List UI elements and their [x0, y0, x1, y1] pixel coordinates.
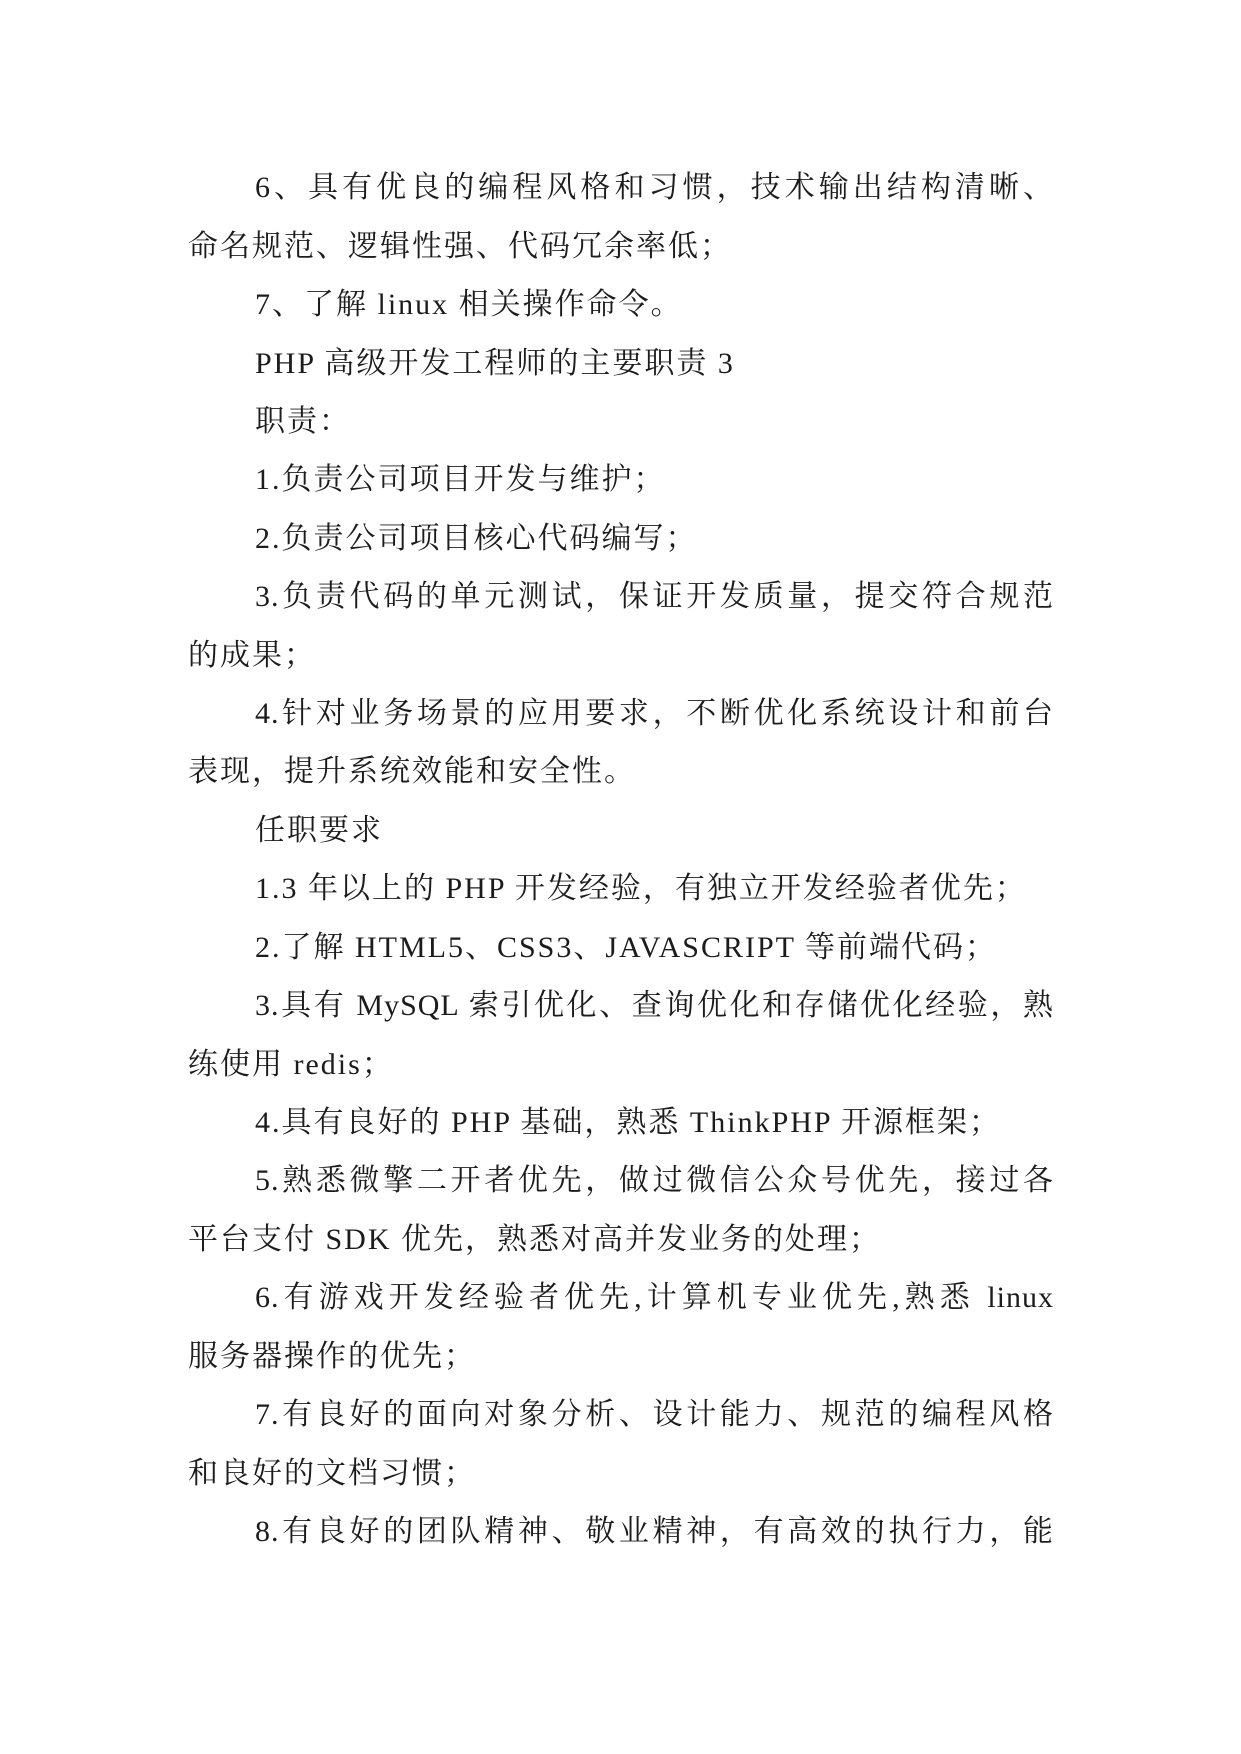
list-item-line: 1.3 年以上的 PHP 开发经验，有独立开发经验者优先； — [255, 872, 1027, 905]
subheading-requirements: 任职要求 — [255, 814, 383, 847]
list-item-line: 6.有游戏开发经验者优先,计算机专业优先,熟悉 linux — [255, 1281, 1054, 1314]
list-item-line: 5.熟悉微擎二开者优先，做过微信公众号优先，接过各 — [255, 1164, 1054, 1197]
list-item-line: 2.了解 HTML5、CSS3、JAVASCRIPT 等前端代码； — [255, 931, 997, 964]
list-item-line: 7、了解 linux 相关操作命令。 — [255, 288, 683, 321]
section-title: PHP 高级开发工程师的主要职责 3 — [255, 347, 735, 380]
list-item-line: 1.负责公司项目开发与维护； — [255, 463, 666, 496]
list-item-line: 4.具有良好的 PHP 基础，熟悉 ThinkPHP 开源框架； — [255, 1106, 1002, 1139]
list-item-line: 服务器操作的优先； — [188, 1340, 476, 1373]
list-item-line: 和良好的文档习惯； — [188, 1457, 476, 1490]
list-item-line: 3.负责代码的单元测试，保证开发质量，提交符合规范 — [255, 580, 1054, 613]
list-item-line: 3.具有 MySQL 索引优化、查询优化和存储优化经验，熟 — [255, 989, 1054, 1022]
list-item-line: 表现，提升系统效能和安全性。 — [188, 755, 636, 788]
list-item-line: 的成果； — [188, 639, 316, 672]
list-item-line: 练使用 redis； — [188, 1048, 394, 1081]
list-item-line: 4.针对业务场景的应用要求，不断优化系统设计和前台 — [255, 697, 1054, 730]
list-item-line: 命名规范、逻辑性强、代码冗余率低； — [188, 230, 732, 263]
list-item-line: 8.有良好的团队精神、敬业精神，有高效的执行力，能 — [255, 1515, 1054, 1548]
list-item-line: 7.有良好的面向对象分析、设计能力、规范的编程风格 — [255, 1398, 1054, 1431]
list-item-line: 2.负责公司项目核心代码编写； — [255, 522, 698, 555]
list-item-line: 平台支付 SDK 优先，熟悉对高并发业务的处理； — [188, 1223, 882, 1256]
list-item-line: 6、具有优良的编程风格和习惯，技术输出结构清晰、 — [255, 171, 1054, 204]
subheading-responsibilities: 职责： — [255, 405, 351, 438]
